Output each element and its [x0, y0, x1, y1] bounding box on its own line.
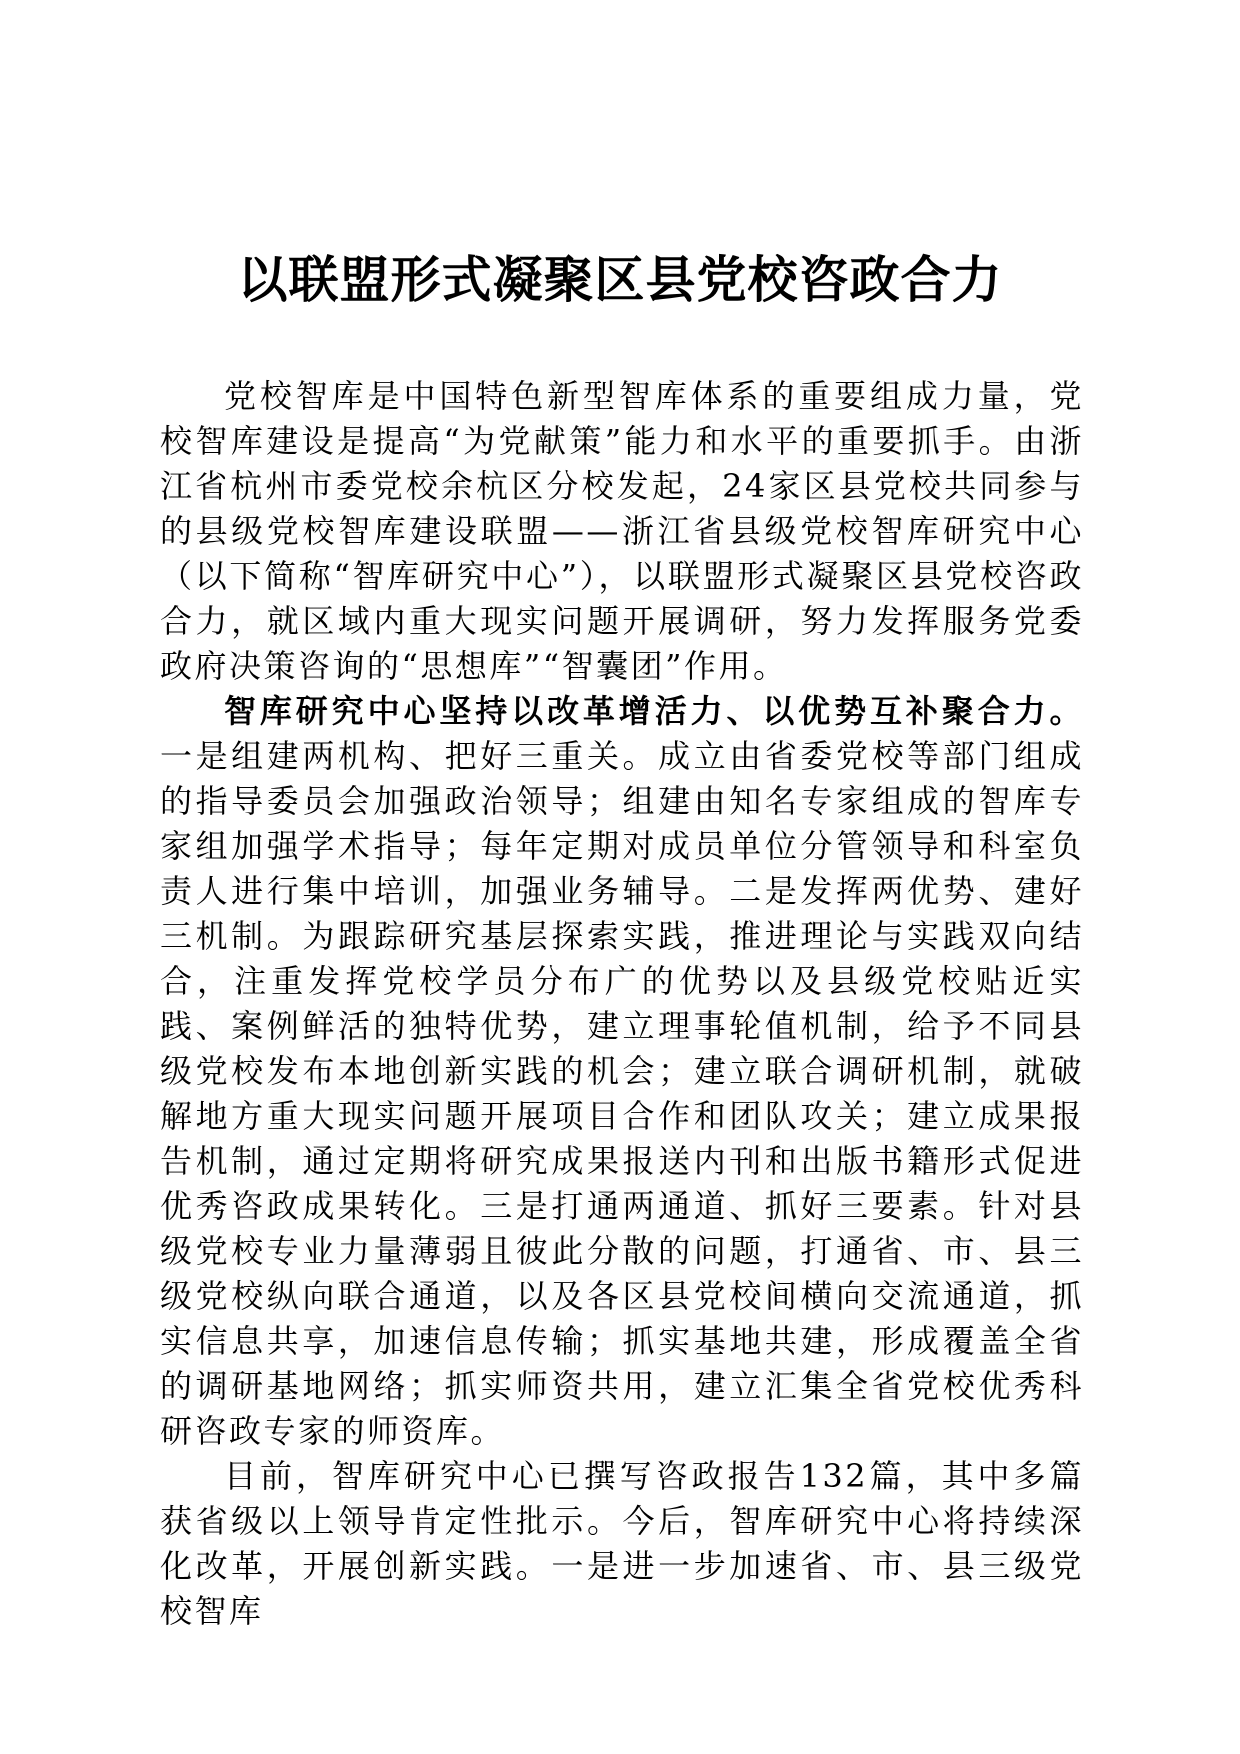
- paragraph-mechanisms-text: 一是组建两机构、把好三重关。成立由省委党校等部门组成的指导委员会加强政治领导；组建由知名专家组成的智库专家组加强学术指导；每年定期对成员单位分管领导和科室负责人进行集中培训，加强业务辅导。二是发挥两优势、建好三机制。为跟踪研究基层探索实践，推进理论与实践双向结合，注重发挥党校学员分布广的优势以及县级党校贴近实践、案例鲜活的独特优势，建立理事轮值机制，给予不同县级党校发布本地创新实践的机会；建立联合调研机制，就破解地方重大现实问题开展项目合作和团队攻关；建立成果报告机制，通过定期将研究成果报送内刊和出版书籍形式促进优秀咨政成果转化。三是打通两通道、抓好三要素。针对县级党校专业力量薄弱且彼此分散的问题，打通省、市、县三级党校纵向联合通道，以及各区县党校间横向交流通道，抓实信息共享，加速信息传输；抓实基地共建，形成覆盖全省的调研基地网络；抓实师资共用，建立汇集全省党校优秀科研咨政专家的师资库。: [160, 737, 1084, 1450]
- paragraph-mechanisms: [160, 689, 1084, 1454]
- paragraph-mechanisms-lead: 智库研究中心坚持以改革增活力、以优势互补聚合力。: [224, 692, 1084, 730]
- paragraph-intro-text: 党校智库是中国特色新型智库体系的重要组成力量，党校智库建设是提高“为党献策”能力和水平的重要抓手。由浙江省杭州市委党校余杭区分校发起，24家区县党校共同参与的县级党校智库建设联盟——浙江省县级党校智库研究中心（以下简称“智库研究中心”），以联盟形式凝聚区县党校咨政合力，就区域内重大现实问题开展调研，努力发挥服务党委政府决策咨询的“思想库”“智囊团”作用。: [160, 377, 1084, 685]
- document-title: 以联盟形式凝聚区县党校咨政合力: [237, 250, 1003, 309]
- paragraph-intro: [160, 374, 1084, 689]
- paragraph-outlook-text: 目前，智库研究中心已撰写咨政报告132篇，其中多篇获省级以上领导肯定性批示。今后，智库研究中心将持续深化改革，开展创新实践。一是进一步加速省、市、县三级党校智库: [160, 1457, 1084, 1630]
- paragraph-outlook: [160, 1454, 1084, 1634]
- article-body: [160, 374, 1084, 1634]
